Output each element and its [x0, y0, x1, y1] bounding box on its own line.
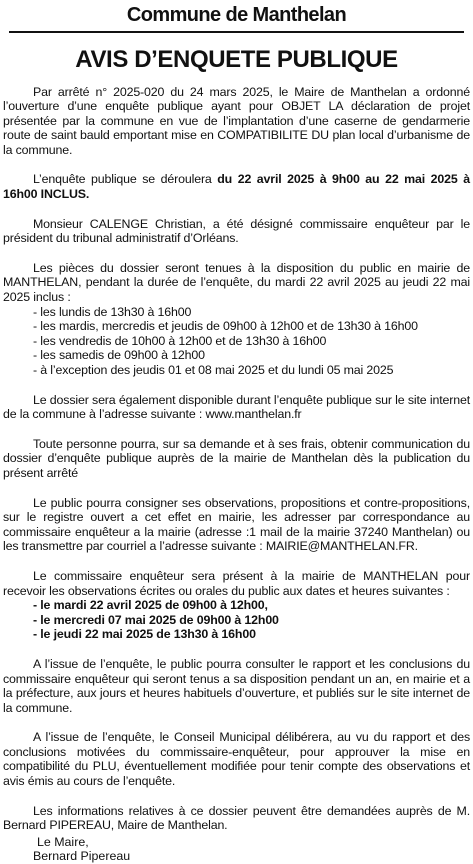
public-notice — [0, 2, 473, 863]
notice-title: AVIS D’ENQUETE PUBLIQUE — [75, 45, 398, 73]
list-item: - les lundis de 13h30 à 16h00 — [33, 304, 192, 319]
paragraph-website-text: Le dossier sera également disponible durant l’enquête publique sur le site internet de la commune à l’adresse suivante : www.manthelan.fr — [3, 392, 470, 422]
paragraph-dates-prefix: L’enquête publique se déroulera — [33, 172, 218, 187]
paragraph-permanences-text: Le commissaire enquêteur sera présent à la mairie de MANTHELAN pour recevoir les observations écrites ou orales du public aux dates et heures suivantes : — [3, 568, 470, 598]
list-item: - les samedis de 09h00 à 12h00 — [33, 348, 205, 363]
opening-hours-list — [3, 305, 470, 378]
commune-title: Commune de Manthelan — [126, 4, 347, 26]
title-underline — [9, 31, 464, 33]
signature-role: Le Maire, — [37, 834, 89, 849]
list-item: - les vendredis de 10h00 à 12h00 et de 13h30 à 16h00 — [33, 333, 327, 348]
list-item: - le jeudi 22 mai 2025 de 13h30 à 16h00 — [33, 627, 256, 642]
list-item: - le mercredi 07 mai 2025 de 09h00 à 12h00 — [33, 612, 279, 627]
list-item: - à l’exception des jeudis 01 et 08 mai 2025 et du lundi 05 mai 2025 — [33, 363, 394, 377]
signature-name: Bernard Pipereau — [33, 849, 131, 864]
paragraph-documents-text: Les pièces du dossier seront tenues à la disposition du public en mairie de MANTHELAN, pendant la durée de l’enquête, du mardi 22 avril 2025 au jeudi 22 mai 2025 inclus : — [3, 260, 470, 305]
paragraph-council-text: A l’issue de l’enquête, le Conseil Municipal délibérera, au vu du rapport et des conclusions motivées du commissaire-enquêteur, pour approuver la mise en compatibilité du PLU, éventuellement modifiée pour tenir compte des observations et avis émis au cours de l’enquête. — [3, 730, 470, 789]
paragraph-permanences — [3, 569, 470, 598]
paragraph-dates — [3, 172, 470, 201]
list-item: - les mardis, mercredis et jeudis de 09h00 à 12h00 et de 13h30 à 16h00 — [33, 319, 418, 334]
paragraph-information-text: Les informations relatives à ce dossier peuvent être demandées auprès de M. Bernard PIPEREAU, Maire de Manthelan. — [3, 803, 470, 833]
paragraph-report — [3, 657, 470, 715]
list-item: - le mardi 22 avril 2025 de 09h00 à 12h00, — [33, 598, 268, 613]
paragraph-information — [3, 804, 470, 833]
permanences-list — [3, 598, 470, 642]
paragraph-council — [3, 730, 470, 788]
paragraph-commissioner-text: Monsieur CALENGE Christian, a été désigné commissaire enquêteur par le président du tribunal administratif d’Orléans. — [3, 216, 470, 246]
paragraph-communication — [3, 437, 470, 481]
paragraph-decree-text: Par arrêté n° 2025-020 du 24 mars 2025, le Maire de Manthelan a ordonné l’ouverture d’une enquête publique ayant pour OBJET LA déclaration de projet présentée par la commune en vue de l’implantation d’une caserne de gendarmerie route de saint bauld emportant mise en COMPATIBILITE DU plan local d’urbanisme de la commune. — [3, 84, 470, 157]
paragraph-observations-text: Le public pourra consigner ses observations, propositions et contre-propositions, sur le registre ouvert a cet effet en mairie, les adresser par correspondance au commissaire enquêteur a la mairie (adresse :1 mail de la mairie 37240 Manthelan) ou les transmettre par courriel a l’adresse suivante : MAIRIE@MANTHELAN.FR. — [3, 495, 470, 554]
paragraph-documents — [3, 261, 470, 305]
paragraph-dates-bold: du 22 avril 2025 à 9h00 au 22 mai 2025 à 16h00 INCLUS. — [3, 172, 470, 202]
paragraph-decree — [3, 85, 470, 158]
paragraph-observations — [3, 496, 470, 554]
paragraph-communication-text: Toute personne pourra, sur sa demande et à ses frais, obtenir communication du dossier d’enquête publique auprès de la mairie de Manthelan dès la publication du présent arrêté — [3, 436, 470, 480]
paragraph-website — [3, 393, 470, 422]
paragraph-report-text: A l’issue de l’enquête, le public pourra consulter le rapport et les conclusions du commissaire enquêteur qui seront tenus a sa disposition pendant un an, en mairie et a la préfecture, aux jours et heures habituels d’ouverture, et publiés sur le site internet de la commune. — [3, 656, 470, 715]
paragraph-commissioner — [3, 217, 470, 246]
